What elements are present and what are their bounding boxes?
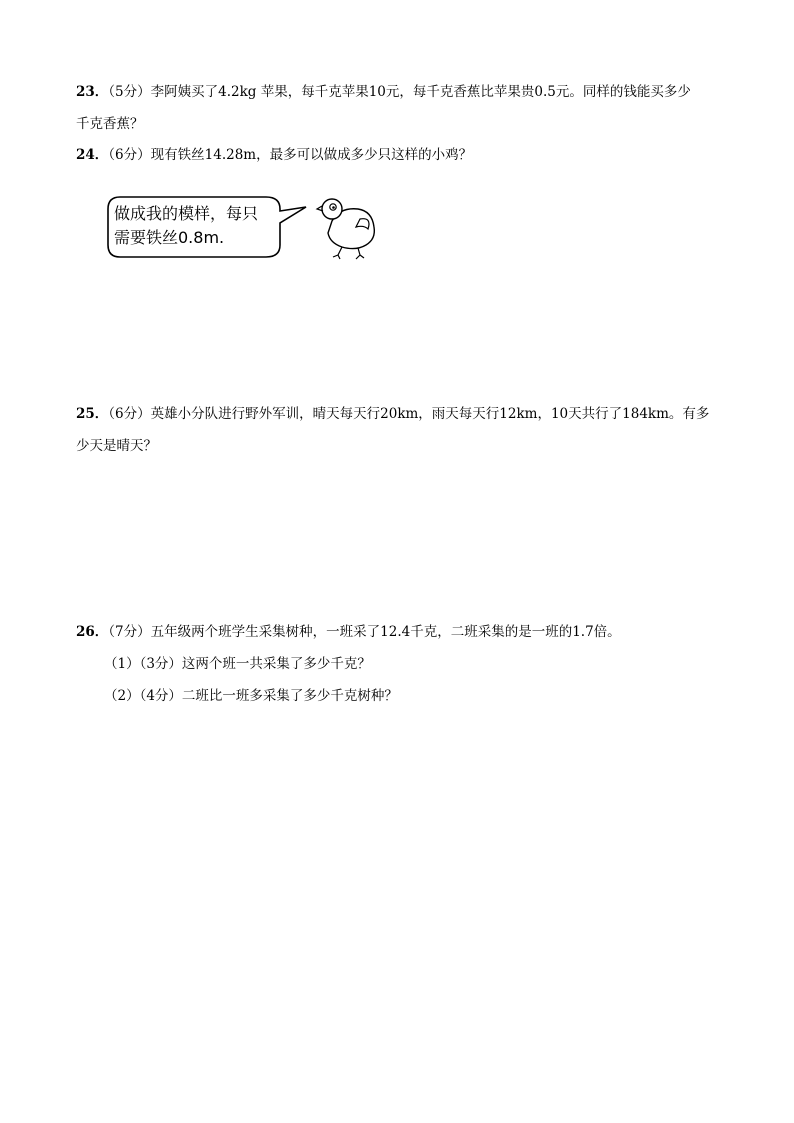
bubble-text-line-1: 做成我的模样，每只	[114, 204, 259, 223]
question-number-separator: ．	[94, 147, 109, 163]
question-25-line-1	[76, 404, 744, 424]
question-26-subquestion-1: （1）（3分）这两个班一共采集了多少千克？	[104, 656, 371, 672]
question-23-text: 李阿姨买了4.2kg 苹果，每千克苹果10元，每千克香蕉比苹果贵0.5元。同样的钱能买多少	[150, 84, 691, 100]
question-25-line-2: 少天是晴天？	[76, 438, 157, 454]
question-number-separator: ．	[94, 406, 109, 422]
bubble-text-line-2: 需要铁丝0.8m.	[114, 228, 225, 247]
question-25-score: （6分）	[108, 406, 151, 422]
question-number-separator: ．	[94, 624, 109, 640]
question-23-number: 23	[76, 84, 95, 100]
question-number-separator: ．	[94, 84, 109, 100]
question-26-subquestion-2: （2）（4分）二班比一班多采集了多少千克树种？	[104, 688, 398, 704]
question-24-number: 24	[76, 147, 95, 163]
question-23-score: （5分）	[108, 84, 151, 100]
question-25-text: 英雄小分队进行野外军训，晴天每天行20km，雨天每天行12km，10天共行了184km。有多	[150, 406, 710, 422]
question-24-text: 现有铁丝14.28m，最多可以做成多少只这样的小鸡？	[150, 147, 473, 163]
question-23-line-1	[76, 82, 744, 102]
question-26-score: （7分）	[108, 624, 151, 640]
question-24-line-1	[76, 145, 744, 165]
question-24-figure	[104, 193, 394, 263]
question-26-text: 五年级两个班学生采集树种，一班采了12.4千克，二班采集的是一班的1.7倍。	[150, 624, 621, 640]
chick-icon	[317, 199, 374, 259]
question-24-score: （6分）	[108, 147, 151, 163]
question-25-number: 25	[76, 406, 95, 422]
question-26-line-1	[76, 622, 744, 642]
question-23-line-2: 千克香蕉？	[76, 116, 144, 132]
question-26-number: 26	[76, 624, 95, 640]
